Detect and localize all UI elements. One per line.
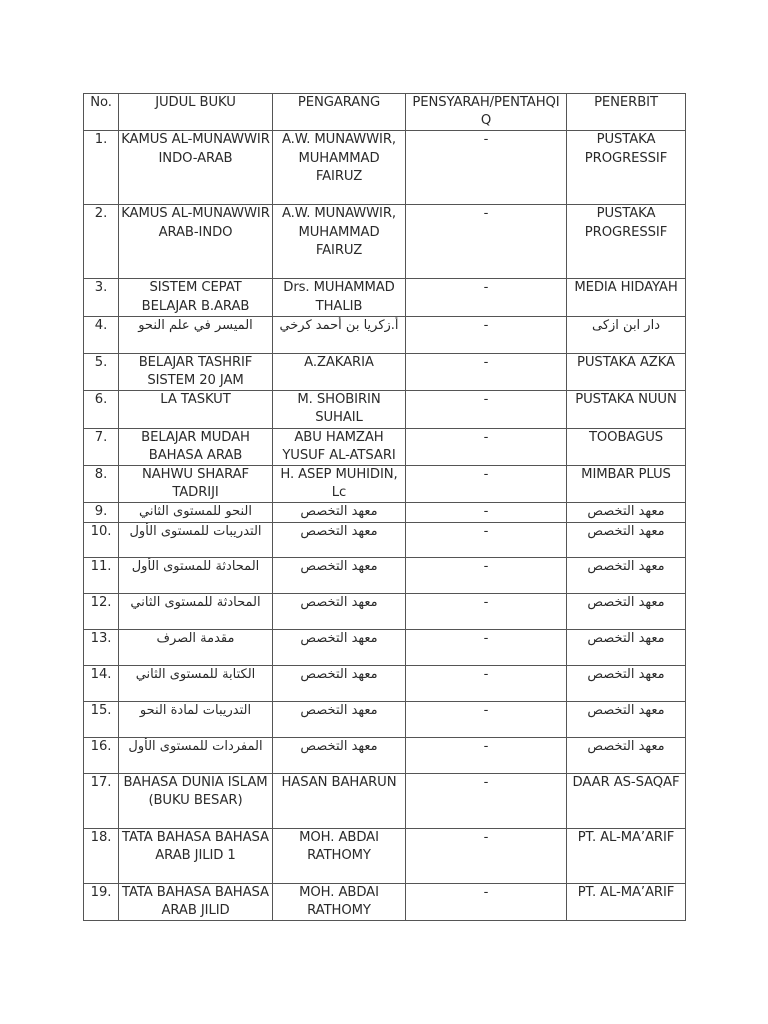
cell-no: 2. <box>84 205 119 279</box>
table-header-row <box>84 94 686 131</box>
cell-penerbit: معهد التخصص <box>567 593 686 629</box>
table-row <box>84 665 686 701</box>
cell-no: 9. <box>84 503 119 522</box>
table-row <box>84 466 686 503</box>
cell-pengarang: ABU HAMZAH YUSUF AL-ATSARI <box>273 428 406 465</box>
cell-penerbit: PUSTAKA PROGRESSIF <box>567 131 686 205</box>
table-row <box>84 629 686 665</box>
cell-no: 12. <box>84 593 119 629</box>
cell-penerbit: معهد التخصص <box>567 701 686 737</box>
cell-judul-buku: التدريبات للمستوى الأول <box>119 522 273 557</box>
cell-pensyarah: - <box>406 131 567 205</box>
cell-judul-buku: مقدمة الصرف <box>119 629 273 665</box>
cell-judul-buku: BAHASA DUNIA ISLAM (BUKU BESAR) <box>119 773 273 828</box>
table-row <box>84 503 686 522</box>
table-row <box>84 205 686 279</box>
cell-no: 5. <box>84 353 119 390</box>
cell-no: 15. <box>84 701 119 737</box>
table-row <box>84 773 686 828</box>
cell-penerbit: DAAR AS-SAQAF <box>567 773 686 828</box>
cell-pensyarah: - <box>406 205 567 279</box>
table-row <box>84 828 686 883</box>
cell-no: 19. <box>84 883 119 920</box>
cell-pengarang: A.ZAKARIA <box>273 353 406 390</box>
cell-pengarang: HASAN BAHARUN <box>273 773 406 828</box>
cell-no: 8. <box>84 466 119 503</box>
cell-judul-buku: KAMUS AL-MUNAWWIR ARAB-INDO <box>119 205 273 279</box>
cell-pengarang: معهد التخصص <box>273 503 406 522</box>
cell-no: 7. <box>84 428 119 465</box>
cell-no: 1. <box>84 131 119 205</box>
cell-pensyarah: - <box>406 503 567 522</box>
cell-judul-buku: النحو للمستوى الثاني <box>119 503 273 522</box>
cell-pengarang: M. SHOBIRIN SUHAIL <box>273 391 406 428</box>
cell-pensyarah: - <box>406 629 567 665</box>
cell-pengarang: A.W. MUNAWWIR, MUHAMMAD FAIRUZ <box>273 131 406 205</box>
table-row <box>84 522 686 557</box>
cell-judul-buku: المحادثة للمستوى الثاني <box>119 593 273 629</box>
cell-pengarang: معهد التخصص <box>273 593 406 629</box>
cell-penerbit: معهد التخصص <box>567 503 686 522</box>
cell-pengarang: Drs. MUHAMMAD THALIB <box>273 279 406 316</box>
table-row <box>84 353 686 390</box>
table-row <box>84 737 686 773</box>
table-row <box>84 131 686 205</box>
cell-pengarang: معهد التخصص <box>273 522 406 557</box>
cell-pengarang: MOH. ABDAI RATHOMY <box>273 828 406 883</box>
cell-pensyarah: - <box>406 391 567 428</box>
cell-pensyarah: - <box>406 665 567 701</box>
cell-pengarang: A.W. MUNAWWIR, MUHAMMAD FAIRUZ <box>273 205 406 279</box>
cell-penerbit: TOOBAGUS <box>567 428 686 465</box>
cell-pengarang: أ.زكريا بن أحمد كرخي <box>273 316 406 353</box>
cell-pensyarah: - <box>406 316 567 353</box>
cell-judul-buku: الكتابة للمستوى الثاني <box>119 665 273 701</box>
cell-judul-buku: BELAJAR TASHRIF SISTEM 20 JAM <box>119 353 273 390</box>
cell-no: 18. <box>84 828 119 883</box>
cell-judul-buku: المفردات للمستوى الأول <box>119 737 273 773</box>
cell-judul-buku: التدريبات لمادة النحو <box>119 701 273 737</box>
cell-judul-buku: BELAJAR MUDAH BAHASA ARAB <box>119 428 273 465</box>
table-row <box>84 883 686 920</box>
cell-pensyarah: - <box>406 593 567 629</box>
cell-no: 17. <box>84 773 119 828</box>
cell-penerbit: معهد التخصص <box>567 557 686 593</box>
cell-no: 6. <box>84 391 119 428</box>
table-row <box>84 701 686 737</box>
table-row <box>84 428 686 465</box>
table-row <box>84 279 686 316</box>
table-row <box>84 557 686 593</box>
cell-no: 11. <box>84 557 119 593</box>
cell-pensyarah: - <box>406 428 567 465</box>
cell-pensyarah: - <box>406 737 567 773</box>
cell-penerbit: معهد التخصص <box>567 522 686 557</box>
cell-penerbit: PT. AL-MA’ARIF <box>567 828 686 883</box>
cell-no: 10. <box>84 522 119 557</box>
table-row <box>84 391 686 428</box>
cell-judul-buku: TATA BAHASA BAHASA ARAB JILID <box>119 883 273 920</box>
cell-penerbit: دار ابن ازكى <box>567 316 686 353</box>
cell-penerbit: معهد التخصص <box>567 665 686 701</box>
cell-penerbit: PUSTAKA PROGRESSIF <box>567 205 686 279</box>
cell-pengarang: معهد التخصص <box>273 701 406 737</box>
header-no: No. <box>84 94 119 131</box>
cell-pensyarah: - <box>406 279 567 316</box>
cell-no: 4. <box>84 316 119 353</box>
cell-judul-buku: TATA BAHASA BAHASA ARAB JILID 1 <box>119 828 273 883</box>
cell-penerbit: معهد التخصص <box>567 737 686 773</box>
cell-no: 14. <box>84 665 119 701</box>
cell-pensyarah: - <box>406 353 567 390</box>
book-list-table <box>83 93 686 921</box>
cell-pengarang: معهد التخصص <box>273 557 406 593</box>
cell-pengarang: معهد التخصص <box>273 665 406 701</box>
header-penerbit: PENERBIT <box>567 94 686 131</box>
cell-pengarang: معهد التخصص <box>273 629 406 665</box>
cell-pensyarah: - <box>406 522 567 557</box>
cell-judul-buku: المحادثة للمستوى الأول <box>119 557 273 593</box>
cell-penerbit: MEDIA HIDAYAH <box>567 279 686 316</box>
cell-no: 13. <box>84 629 119 665</box>
header-pengarang: PENGARANG <box>273 94 406 131</box>
cell-no: 3. <box>84 279 119 316</box>
cell-pensyarah: - <box>406 466 567 503</box>
cell-judul-buku: KAMUS AL-MUNAWWIR INDO-ARAB <box>119 131 273 205</box>
cell-pengarang: معهد التخصص <box>273 737 406 773</box>
header-judul-buku: JUDUL BUKU <box>119 94 273 131</box>
cell-pensyarah: - <box>406 557 567 593</box>
cell-pengarang: MOH. ABDAI RATHOMY <box>273 883 406 920</box>
cell-pengarang: H. ASEP MUHIDIN, Lc <box>273 466 406 503</box>
table-row <box>84 593 686 629</box>
cell-penerbit: PUSTAKA AZKA <box>567 353 686 390</box>
cell-no: 16. <box>84 737 119 773</box>
cell-penerbit: MIMBAR PLUS <box>567 466 686 503</box>
table-row <box>84 316 686 353</box>
cell-pensyarah: - <box>406 828 567 883</box>
cell-penerbit: معهد التخصص <box>567 629 686 665</box>
cell-pensyarah: - <box>406 883 567 920</box>
cell-judul-buku: NAHWU SHARAF TADRIJI <box>119 466 273 503</box>
cell-pensyarah: - <box>406 701 567 737</box>
cell-judul-buku: SISTEM CEPAT BELAJAR B.ARAB <box>119 279 273 316</box>
cell-judul-buku: الميسر في علم النحو <box>119 316 273 353</box>
cell-pensyarah: - <box>406 773 567 828</box>
cell-penerbit: PUSTAKA NUUN <box>567 391 686 428</box>
table-body <box>84 131 686 921</box>
header-pensyarah: PENSYARAH/PENTAHQIQ <box>406 94 567 131</box>
cell-penerbit: PT. AL-MA’ARIF <box>567 883 686 920</box>
cell-judul-buku: LA TASKUT <box>119 391 273 428</box>
